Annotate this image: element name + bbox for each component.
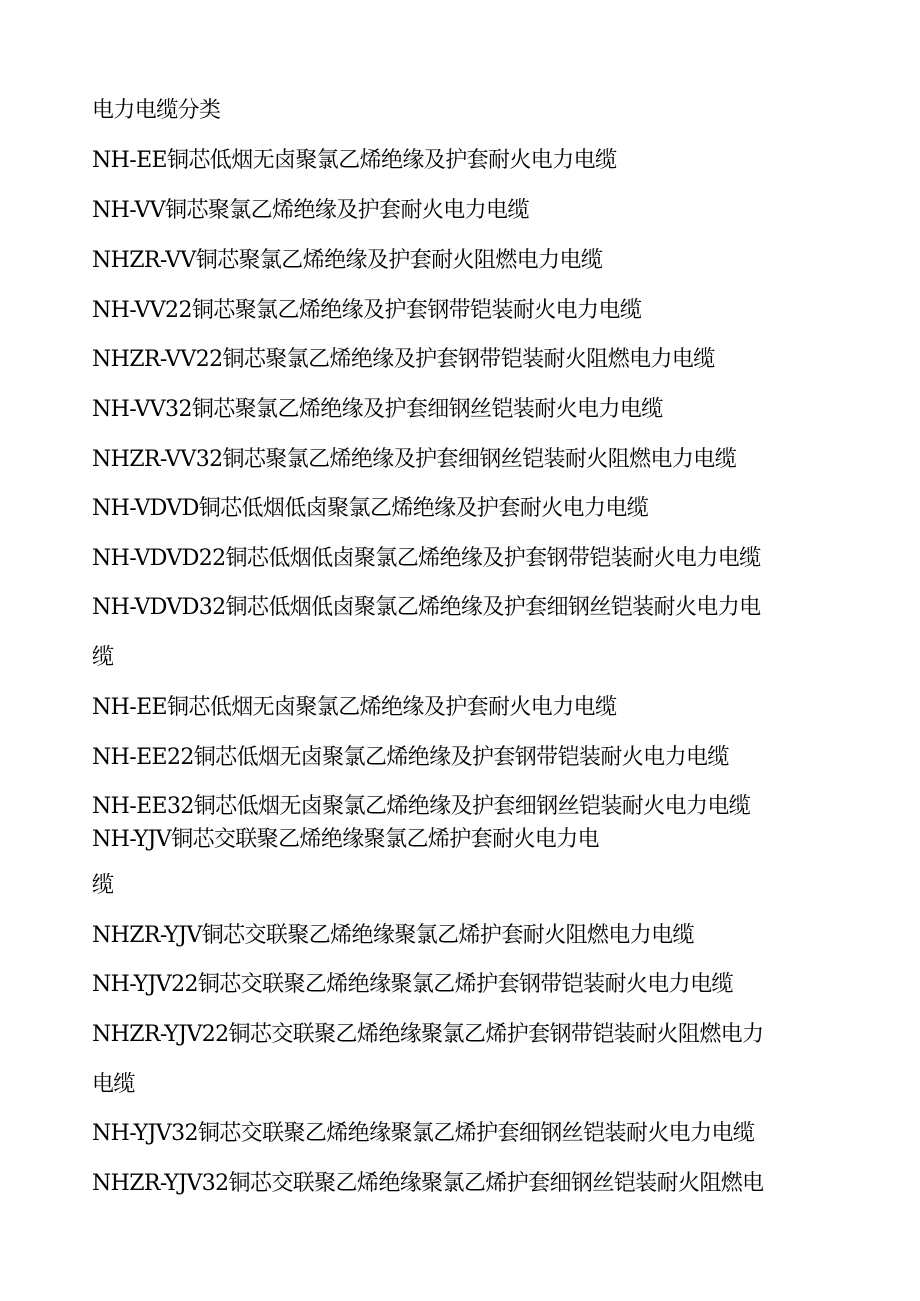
- text-line: NH-YJV32铜芯交联聚乙烯绝缘聚氯乙烯护套细钢丝铠装耐火电力电缆: [92, 1121, 755, 1146]
- text-line: NHZR-YJV22铜芯交联聚乙烯绝缘聚氯乙烯护套钢带铠装耐火阻燃电力: [92, 1022, 764, 1047]
- text-line: NH-EE铜芯低烟无卤聚氯乙烯绝缘及护套耐火电力电缆: [92, 148, 617, 173]
- text-line: NH-EE32铜芯低烟无卤聚氯乙烯绝缘及护套细钢丝铠装耐火电力电缆: [92, 794, 751, 819]
- text-line: NHZR-VV铜芯聚氯乙烯绝缘及护套耐火阻燃电力电缆: [92, 248, 603, 273]
- text-line: NH-YJV铜芯交联聚乙烯绝缘聚氯乙烯护套耐火电力电: [92, 827, 600, 852]
- text-line: NH-VDVD32铜芯低烟低卤聚氯乙烯绝缘及护套细钢丝铠装耐火电力电: [92, 595, 761, 620]
- text-line: 缆: [92, 873, 114, 898]
- text-line: NH-VV32铜芯聚氯乙烯绝缘及护套细钢丝铠装耐火电力电缆: [92, 397, 663, 422]
- text-line: NHZR-VV22铜芯聚氯乙烯绝缘及护套钢带铠装耐火阻燃电力电缆: [92, 347, 715, 372]
- text-line: NHZR-YJV32铜芯交联聚乙烯绝缘聚氯乙烯护套细钢丝铠装耐火阻燃电: [92, 1171, 764, 1196]
- text-line: NH-VDVD22铜芯低烟低卤聚氯乙烯绝缘及护套钢带铠装耐火电力电缆: [92, 546, 761, 571]
- text-line: 缆: [92, 645, 114, 670]
- text-line: NH-YJV22铜芯交联聚乙烯绝缘聚氯乙烯护套钢带铠装耐火电力电缆: [92, 972, 733, 997]
- text-line: NH-EE铜芯低烟无卤聚氯乙烯绝缘及护套耐火电力电缆: [92, 695, 617, 720]
- text-line: NH-EE22铜芯低烟无卤聚氯乙烯绝缘及护套钢带铠装耐火电力电缆: [92, 745, 729, 770]
- text-line: 电缆: [92, 1072, 135, 1097]
- document-title: 电力电缆分类: [92, 98, 221, 123]
- text-line: NH-VDVD铜芯低烟低卤聚氯乙烯绝缘及护套耐火电力电缆: [92, 496, 649, 521]
- text-line: NHZR-VV32铜芯聚氯乙烯绝缘及护套细钢丝铠装耐火阻燃电力电缆: [92, 447, 737, 472]
- text-line: NHZR-YJV铜芯交联聚乙烯绝缘聚氯乙烯护套耐火阻燃电力电缆: [92, 923, 694, 948]
- text-line: NH-VV22铜芯聚氯乙烯绝缘及护套钢带铠装耐火电力电缆: [92, 298, 642, 323]
- text-line: NH-VV铜芯聚氯乙烯绝缘及护套耐火电力电缆: [92, 198, 529, 223]
